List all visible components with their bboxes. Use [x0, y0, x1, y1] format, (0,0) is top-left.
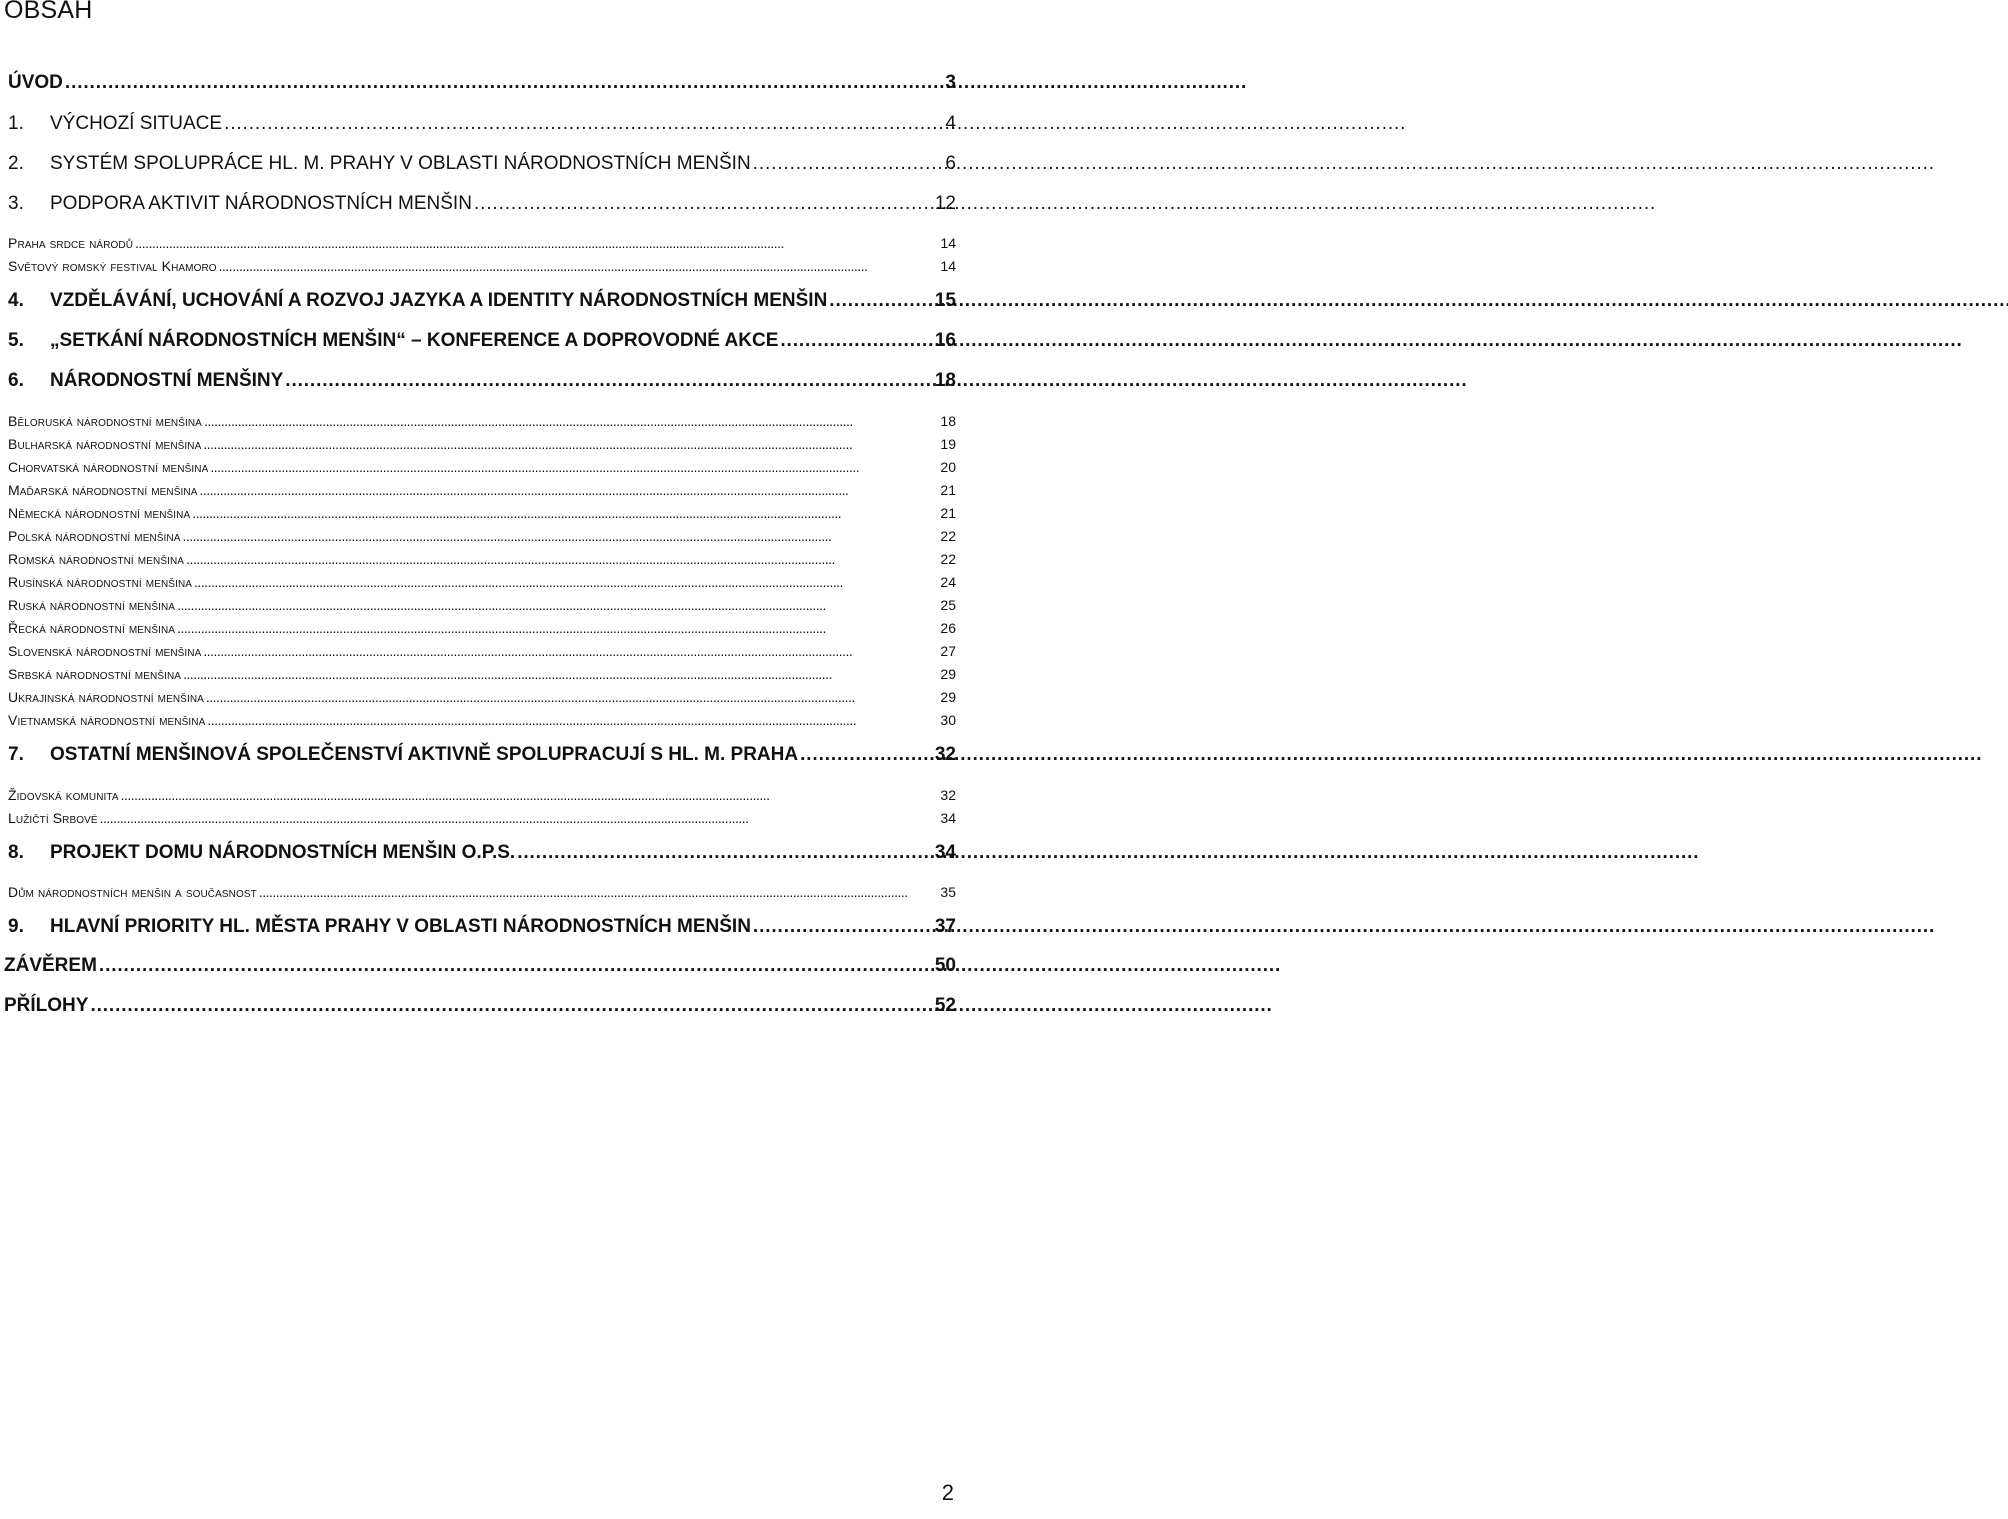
toc-entry-chapter-9[interactable] — [8, 916, 956, 938]
dot-leader — [800, 744, 933, 766]
toc-entry-title: Slovenská národnostní menšina — [8, 643, 202, 659]
dot-leader — [829, 290, 933, 312]
toc-subentry[interactable] — [8, 597, 956, 613]
toc-entry-page: 18 — [934, 370, 956, 391]
toc-entry-page: 22 — [940, 551, 956, 567]
dot-leader — [203, 643, 938, 659]
page-number: 2 — [941, 1480, 954, 1505]
toc-entry-title: Židovská komunita — [8, 787, 119, 803]
toc-subentry[interactable] — [8, 620, 956, 636]
toc-entry-title: Ruská národnostní menšina — [8, 597, 176, 613]
toc-entry-page: 15 — [934, 290, 956, 311]
toc-subentry[interactable] — [8, 505, 956, 521]
toc-entry-page: 20 — [940, 459, 956, 475]
toc-entry-title: Chorvatská národnostní menšina — [8, 459, 209, 475]
toc-entry-page: 14 — [940, 258, 956, 274]
toc-subentry[interactable] — [8, 436, 956, 452]
toc-entry-title: Srbská národnostní menšina — [8, 666, 182, 682]
dot-leader — [183, 666, 938, 682]
dot-leader — [474, 193, 933, 215]
dot-leader — [224, 113, 943, 135]
toc-entry-page: 14 — [940, 235, 956, 251]
toc-entry-title: SYSTÉM SPOLUPRÁCE HL. M. PRAHY V OBLASTI NÁRODNOSTNÍCH MENŠIN — [50, 153, 751, 174]
toc-entry-title: Řecká národnostní menšina — [8, 620, 176, 636]
dot-leader — [206, 689, 939, 705]
dot-leader — [135, 235, 938, 251]
toc-entry-chapter-5[interactable] — [8, 330, 956, 352]
toc-subentry[interactable] — [8, 258, 956, 274]
toc-subentry[interactable] — [8, 551, 956, 567]
toc-subentry[interactable] — [8, 884, 956, 900]
toc-entry-number: 3. — [8, 193, 24, 214]
toc-subentry[interactable] — [8, 235, 956, 251]
dot-leader — [90, 995, 932, 1017]
toc-entry-page: 52 — [934, 995, 956, 1016]
toc-entry-title: Světový romský festival Khamoro — [8, 258, 217, 274]
toc-entry-page: 3 — [945, 72, 956, 93]
toc-entry-chapter-6[interactable] — [8, 370, 956, 392]
dot-leader — [177, 597, 938, 613]
toc-subentry[interactable] — [8, 413, 956, 429]
dot-leader — [183, 528, 939, 544]
toc-subentry[interactable] — [8, 689, 956, 705]
toc-entry-page: 34 — [940, 810, 956, 826]
dot-leader — [192, 505, 938, 521]
dot-leader — [210, 459, 938, 475]
toc-entry-page: 32 — [934, 744, 956, 765]
toc-entry-page: 21 — [940, 482, 956, 498]
toc-entry-title: ÚVOD — [8, 72, 63, 93]
toc-entry-title: Praha srdce národů — [8, 235, 134, 251]
dot-leader — [121, 787, 939, 803]
toc-entry-number: 9. — [8, 916, 24, 937]
dot-leader — [753, 916, 933, 938]
toc-subentry[interactable] — [8, 666, 956, 682]
toc-entry-number: 5. — [8, 330, 24, 351]
dot-leader — [753, 153, 944, 175]
toc-entry-title: PROJEKT DOMU NÁRODNOSTNÍCH MENŠIN O.P.S. — [50, 842, 516, 863]
toc-entry-page: 26 — [940, 620, 956, 636]
toc-entry-title: Dům národnostních menšin a současnost — [8, 884, 257, 900]
toc-entry-page: 29 — [940, 666, 956, 682]
toc-entry-page: 19 — [940, 436, 956, 452]
toc-entry-page: 21 — [940, 505, 956, 521]
dot-leader — [200, 482, 939, 498]
toc-entry-page: 25 — [940, 597, 956, 613]
toc-entry-number: 6. — [8, 370, 24, 391]
toc-subentry[interactable] — [8, 574, 956, 590]
dot-leader — [517, 842, 933, 864]
toc-entry-title: ZÁVĚREM — [4, 955, 97, 976]
toc-subentry[interactable] — [8, 459, 956, 475]
toc-entry-page: 22 — [940, 528, 956, 544]
toc-entry-number: 4. — [8, 290, 24, 311]
dot-leader — [219, 258, 939, 274]
dot-leader — [259, 884, 939, 900]
toc-entry-title: PŘÍLOHY — [4, 995, 89, 1016]
toc-entry-title: Běloruská národnostní menšina — [8, 413, 202, 429]
toc-entry-chapter-7[interactable] — [8, 744, 956, 766]
toc-subentry[interactable] — [8, 712, 956, 728]
toc-subentry[interactable] — [8, 482, 956, 498]
toc-entry-title: Rusínská národnostní menšina — [8, 574, 193, 590]
dot-leader — [194, 574, 938, 590]
toc-entry-title: Maďarská národnostní menšina — [8, 482, 198, 498]
dot-leader — [780, 330, 932, 352]
dot-leader — [100, 810, 939, 826]
toc-entry-title: Polská národnostní menšina — [8, 528, 181, 544]
toc-subentry[interactable] — [8, 528, 956, 544]
toc-entry-title: OSTATNÍ MENŠINOVÁ SPOLEČENSTVÍ AKTIVNĚ SPOLUPRACUJÍ S HL. M. PRAHA — [50, 744, 799, 765]
toc-entry-prilohy[interactable] — [4, 995, 956, 1017]
toc-entry-page: 16 — [934, 330, 956, 351]
dot-leader — [285, 370, 933, 392]
toc-subentry[interactable] — [8, 643, 956, 659]
toc-entry-title: VZDĚLÁVÁNÍ, UCHOVÁNÍ A ROZVOJ JAZYKA A IDENTITY NÁRODNOSTNÍCH MENŠIN — [50, 290, 828, 311]
toc-entry-page: 35 — [940, 884, 956, 900]
dot-leader — [204, 413, 938, 429]
toc-entry-number: 2. — [8, 153, 24, 174]
toc-entry-title: HLAVNÍ PRIORITY HL. MĚSTA PRAHY V OBLASTI NÁRODNOSTNÍCH MENŠIN — [50, 916, 751, 937]
page-title: OBSAH — [4, 0, 93, 24]
toc-entry-page: 4 — [945, 113, 956, 134]
toc-entry-page: 34 — [934, 842, 956, 863]
toc-entry-page: 37 — [934, 916, 956, 937]
toc-entry-title: Ukrajinská národnostní menšina — [8, 689, 204, 705]
toc-entry-title: Bulharská národnostní menšina — [8, 436, 202, 452]
dot-leader — [65, 72, 944, 94]
dot-leader — [99, 955, 933, 977]
toc-entry-page: 6 — [945, 153, 956, 174]
toc-entry-title: „SETKÁNÍ NÁRODNOSTNÍCH MENŠIN“ – KONFERENCE A DOPROVODNÉ AKCE — [50, 330, 779, 351]
dot-leader — [207, 712, 938, 728]
toc-entry-number: 1. — [8, 113, 24, 134]
toc-entry-title: Vietnamská národnostní menšina — [8, 712, 206, 728]
toc-entry-chapter-1[interactable] — [8, 113, 956, 135]
dot-leader — [203, 436, 938, 452]
toc-entry-chapter-4[interactable] — [8, 290, 956, 312]
toc-entry-chapter-2[interactable] — [8, 153, 956, 175]
toc-entry-page: 24 — [940, 574, 956, 590]
toc-subentry[interactable] — [8, 787, 956, 803]
toc-entry-chapter-8[interactable] — [8, 842, 956, 864]
toc-entry-chapter-3[interactable] — [8, 193, 956, 215]
toc-subentry[interactable] — [8, 810, 956, 826]
toc-entry-page: 29 — [940, 689, 956, 705]
toc-entry-page: 12 — [934, 193, 956, 214]
toc-entry-uvod[interactable] — [8, 72, 956, 94]
dot-leader — [177, 620, 938, 636]
toc-entry-page: 30 — [940, 712, 956, 728]
toc-entry-title: VÝCHOZÍ SITUACE — [50, 113, 223, 134]
toc-entry-page: 50 — [934, 955, 956, 976]
toc-entry-page: 32 — [940, 787, 956, 803]
toc-entry-number: 8. — [8, 842, 24, 863]
toc-entry-title: NÁRODNOSTNÍ MENŠINY — [50, 370, 284, 391]
toc-entry-title: Německá národnostní menšina — [8, 505, 191, 521]
dot-leader — [186, 551, 938, 567]
toc-entry-page: 18 — [940, 413, 956, 429]
toc-entry-zaverem[interactable] — [4, 955, 956, 977]
toc-entry-title: Romská národnostní menšina — [8, 551, 185, 567]
toc-entry-page: 27 — [940, 643, 956, 659]
toc-entry-title: Lužičtí Srbové — [8, 810, 98, 826]
toc-entry-title: PODPORA AKTIVIT NÁRODNOSTNÍCH MENŠIN — [50, 193, 472, 214]
toc-entry-number: 7. — [8, 744, 24, 765]
